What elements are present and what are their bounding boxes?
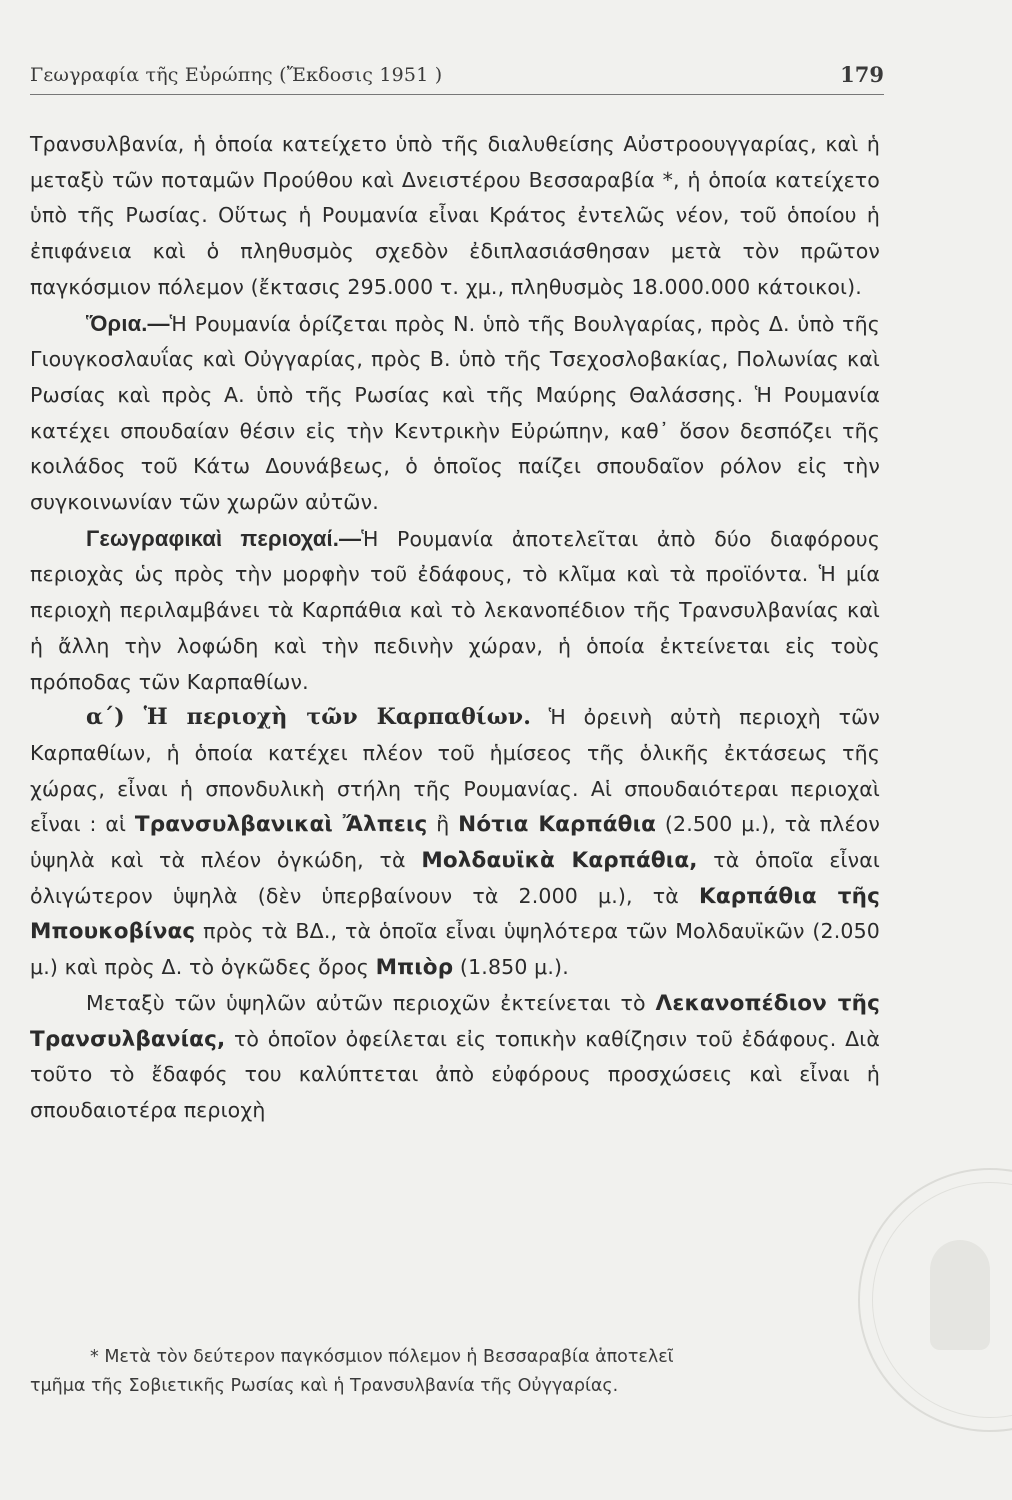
basin-text-2: τὸ ὁποῖον ὀφείλεται εἰς τοπικὴν καθίζησιν τοῦ ἐδάφους. Διὰ τοῦτο τὸ ἔδαφός του καλύπτεται ἀπὸ εὐφόρους προσχώσεις καὶ εἶναι ἡ σπουδαιοτέρα περιοχὴ [30, 1026, 880, 1122]
term-moldavian-carpathians: Μολδαυϊκὰ Καρπάθια, [421, 848, 698, 874]
term-south-carpathians: Νότια Καρπάθια [458, 812, 657, 838]
library-stamp-watermark [858, 1168, 1012, 1432]
basin-text-1: Μεταξὺ τῶν ὑψηλῶν αὐτῶν περιοχῶν ἐκτείνεται τὸ [86, 990, 656, 1015]
paragraph-regions-text: Ἡ Ρουμανία ἀποτελεῖται ἀπὸ δύο διαφόρους περιοχὰς ὡς πρὸς τὴν μορφὴν τοῦ ἐδάφους, τὸ κλῖμα καὶ τὰ προϊόντα. Ἡ μία περιοχὴ περιλαμβάνει τὰ Καρπάθια καὶ τὸ λεκανοπέδιον τῆς Τρανσυλβανίας καὶ ἡ ἄλλη τὴν λοφώδη καὶ τὴν πεδινὴν χώραν, ἡ ὁποία ἐκτείνεται εἰς τοὺς πρόποδας τῶν Καρπαθίων. [30, 526, 881, 694]
heading-carpathians: α΄) Ἡ περιοχὴ τῶν Καρπαθίων. [86, 704, 532, 731]
page-number: 179 [840, 62, 884, 87]
paragraph-intro: Τρανσυλβανία, ἡ ὁποία κατείχετο ὑπὸ τῆς διαλυθείσης Αὐστροουγγαρίας, καὶ ἡ μεταξὺ τῶν ποταμῶν Προύθου καὶ Δνειστέρου Βεσσαραβία *, ἡ ὁποία κατείχετο ὑπὸ τῆς Ρωσίας. Οὕτως ἡ Ρουμανία εἶναι Κράτος ἐντελῶς νέον, τοῦ ὁποίου ἡ ἐπιφάνεια καὶ ὁ πληθυσμὸς σχεδὸν ἐδιπλασιάσθησαν μετὰ τὸν πρῶτον παγκόσμιον πόλεμον (ἔκτασις 295.000 τ. χμ., πληθυσμὸς 18.000.000 κάτοικοι). [30, 132, 880, 299]
footnote-line-2: τμῆμα τῆς Σοβιετικῆς Ρωσίας καὶ ἡ Τρανσυλβανία τῆς Οὐγγαρίας. [30, 1376, 619, 1396]
paragraph-borders [30, 306, 880, 521]
carpathians-text-6: (1.850 μ.). [453, 955, 569, 980]
term-bihor: Μπιὸρ [375, 955, 454, 981]
stamp-figure-icon [930, 1240, 990, 1350]
paragraph-transylvanian-basin [30, 986, 880, 1129]
footnote [30, 1343, 880, 1401]
paragraph-borders-text: Ἡ Ρουμανία ὁρίζεται πρὸς Ν. ὑπὸ τῆς Βουλγαρίας, πρὸς Δ. ὑπὸ τῆς Γιουγκοσλαυΐας καὶ Οὐγγαρίας, πρὸς Β. ὑπὸ τῆς Τσεχοσλοβακίας, Πολωνίας καὶ Ρωσίας καὶ πρὸς Α. ὑπὸ τῆς Ρωσίας καὶ τῆς Μαύρης Θαλάσσης. Ἡ Ρουμανία κατέχει σπουδαίαν θέσιν εἰς τὴν Κεντρικὴν Εὐρώπην, καθ᾽ ὅσον δεσπόζει τῆς κοιλάδος τοῦ Κάτω Δουνάβεως, ὁ ὁποῖος παίζει σπουδαῖον ρόλον εἰς τὴν συγκοινωνίαν τῶν χωρῶν αὐτῶν. [30, 311, 880, 515]
heading-borders: Ὅρια.— [86, 310, 170, 336]
carpathians-text-4: τὰ ὁποῖα εἶναι ὀλιγώτερον ὑψηλὰ (δὲν ὑπερβαίνουν τὰ 2.000 μ.), τὰ [30, 848, 880, 908]
carpathians-text-5: πρὸς τὰ ΒΔ., τὰ ὁποῖα εἶναι ὑψηλότερα τῶν Μολδαυϊκῶν (2.050 μ.) καὶ πρὸς Δ. τὸ ὀγκῶδες ὄρος [30, 919, 880, 980]
running-title: Γεωγραφία τῆς Εὐρώπης (Ἔκδοσις 1951 ) [30, 64, 443, 86]
running-header [30, 60, 884, 95]
body-text [30, 127, 880, 1129]
carpathians-text-2: ἢ [427, 812, 459, 837]
footnote-line-1: * Μετὰ τὸν δεύτερον παγκόσμιον πόλεμον ἡ Βεσσαραβία ἀποτελεῖ [90, 1347, 674, 1367]
paragraph-carpathians [30, 700, 880, 986]
heading-geographic-regions: Γεωγραφικαὶ περιοχαί.— [86, 525, 362, 551]
term-transylvanian-alps: Τρανσυλβανικαὶ Ἄλπεις [134, 812, 428, 838]
carpathians-text-3: (2.500 μ.), τὰ πλέον ὑψηλὰ καὶ τὰ πλέον ὀγκώδη, τὰ [30, 812, 880, 873]
term-transylvanian-basin: Λεκανοπέδιον τῆς Τρανσυλβανίας, [30, 990, 880, 1052]
carpathians-text-1: Ἡ ὀρεινὴ αὐτὴ περιοχὴ τῶν Καρπαθίων, ἡ ὁποία κατέχει πλέον τοῦ ἡμίσεος τῆς ὁλικῆς ἐκτάσεως τῆς χώρας, εἶναι ἡ σπονδυλικὴ στήλη τῆς Ρουμανίας. Αἱ σπουδαιότεραι περιοχαὶ εἶναι : αἱ [30, 705, 880, 837]
term-bukovina-carpathians: Καρπάθια τῆς Μπουκοβίνας [30, 883, 880, 945]
paragraph-regions [30, 521, 880, 701]
